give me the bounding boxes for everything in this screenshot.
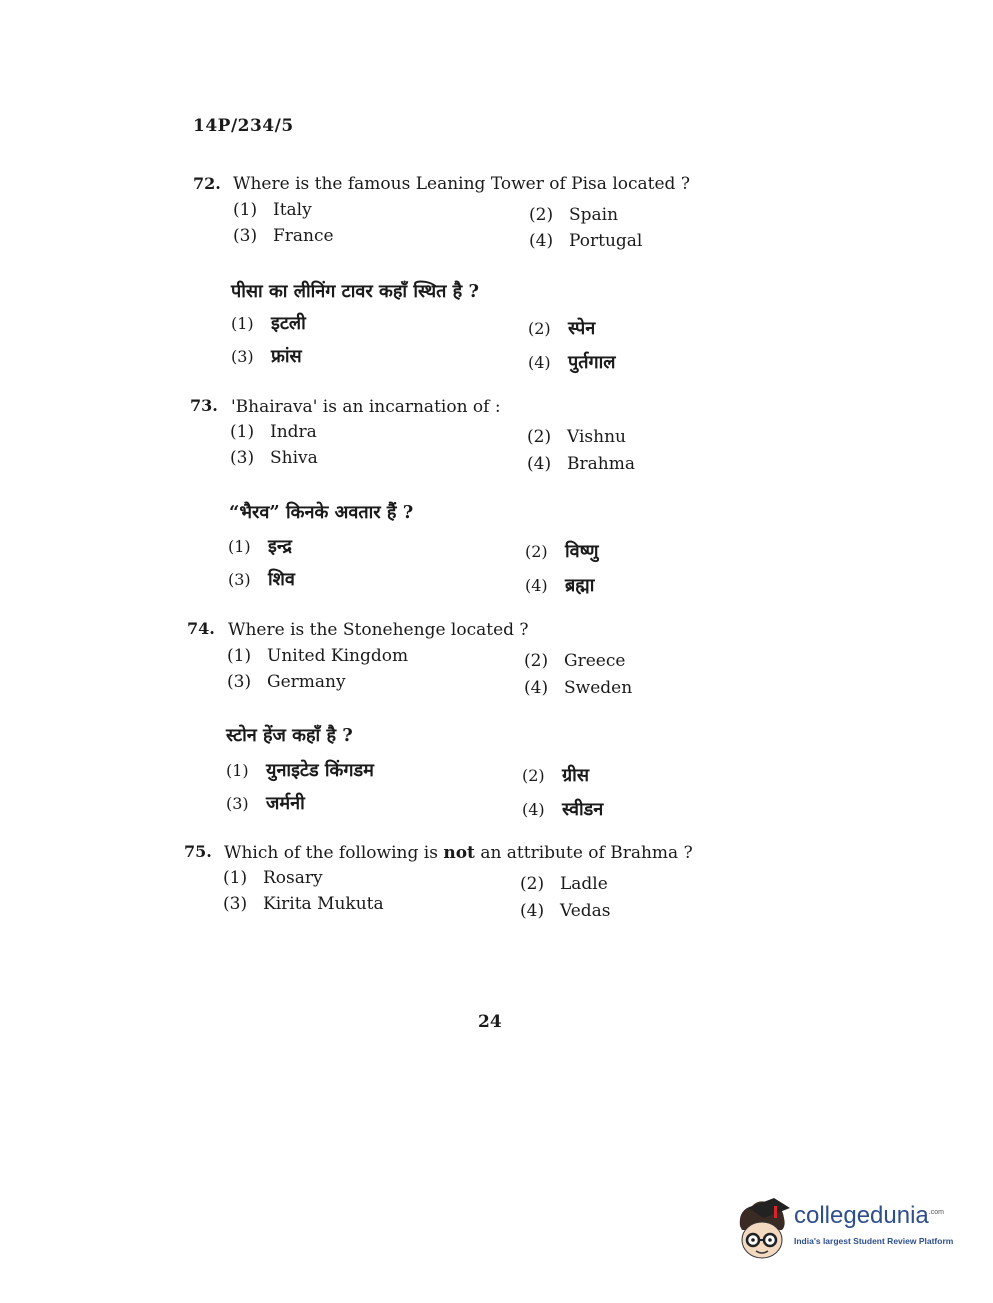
option-label: (1) bbox=[230, 422, 255, 442]
option-label: (1) bbox=[223, 868, 248, 888]
option-text: Indra bbox=[270, 422, 317, 442]
logo-tagline: India's largest Student Review Platform bbox=[794, 1236, 954, 1246]
option-label: (1) bbox=[233, 200, 258, 220]
option-text: इटली bbox=[271, 313, 306, 334]
option-label: (1) bbox=[227, 646, 252, 666]
question-text bbox=[224, 843, 693, 863]
option-2 bbox=[529, 205, 618, 225]
option-label: (3) bbox=[231, 347, 254, 366]
option-1-hindi bbox=[228, 534, 292, 558]
option-text: Greece bbox=[564, 651, 626, 671]
option-label: (3) bbox=[228, 570, 251, 589]
logo-wordmark bbox=[794, 1202, 944, 1230]
option-text: ब्रह्मा bbox=[565, 575, 595, 596]
option-3 bbox=[233, 226, 334, 246]
option-text: ग्रीस bbox=[562, 765, 589, 786]
option-3-hindi bbox=[231, 344, 302, 368]
question-text: Where is the Stonehenge located ? bbox=[228, 620, 529, 640]
option-3 bbox=[227, 672, 346, 692]
question-text-end: an attribute of Brahma ? bbox=[480, 843, 693, 863]
option-2-hindi bbox=[525, 539, 598, 563]
option-1 bbox=[227, 646, 408, 666]
option-label: (4) bbox=[528, 353, 551, 372]
option-label: (1) bbox=[226, 761, 249, 780]
option-4-hindi bbox=[528, 350, 615, 374]
paper-code: 14P/234/5 bbox=[193, 116, 294, 136]
option-4 bbox=[520, 901, 611, 921]
option-4 bbox=[524, 678, 632, 698]
option-4-hindi bbox=[522, 797, 603, 821]
option-label: (2) bbox=[525, 542, 548, 561]
option-text: Spain bbox=[569, 205, 619, 225]
question-text-hindi: पीसा का लीनिंग टावर कहाँ स्थित है ? bbox=[231, 281, 480, 302]
option-text: Kirita Mukuta bbox=[263, 894, 384, 914]
option-text: France bbox=[273, 226, 334, 246]
option-1 bbox=[233, 200, 312, 220]
option-label: (4) bbox=[527, 454, 552, 474]
option-2-hindi bbox=[528, 316, 595, 340]
option-text: Vishnu bbox=[567, 427, 626, 447]
option-4-hindi bbox=[525, 573, 594, 597]
option-label: (2) bbox=[524, 651, 549, 671]
option-text: स्पेन bbox=[568, 318, 596, 339]
option-text: Ladle bbox=[560, 874, 608, 894]
option-3-hindi bbox=[228, 567, 295, 591]
option-text: Sweden bbox=[564, 678, 633, 698]
option-text: Shiva bbox=[270, 448, 318, 468]
option-label: (3) bbox=[227, 672, 252, 692]
option-text: United Kingdom bbox=[267, 646, 409, 666]
collegedunia-logo bbox=[734, 1196, 960, 1268]
option-label: (2) bbox=[527, 427, 552, 447]
logo-suffix: .com bbox=[928, 1209, 944, 1216]
option-text: Brahma bbox=[567, 454, 635, 474]
option-2 bbox=[520, 874, 608, 894]
question-text: 'Bhairava' is an incarnation of : bbox=[231, 397, 501, 417]
option-2-hindi bbox=[522, 763, 589, 787]
option-4 bbox=[527, 454, 635, 474]
option-text: जर्मनी bbox=[266, 793, 305, 814]
option-text: स्वीडन bbox=[562, 799, 604, 820]
question-text-hindi: स्टोन हेंज कहाँ है ? bbox=[226, 725, 353, 746]
option-1 bbox=[223, 868, 323, 888]
question-text-hindi: “भैरव” किनके अवतार हैं ? bbox=[229, 502, 414, 523]
option-label: (4) bbox=[525, 576, 548, 595]
option-label: (1) bbox=[228, 537, 251, 556]
option-text: युनाइटेड किंगडम bbox=[266, 760, 374, 781]
option-text: इन्द्र bbox=[268, 536, 292, 557]
option-text: Vedas bbox=[560, 901, 611, 921]
option-label: (2) bbox=[528, 319, 551, 338]
option-label: (2) bbox=[520, 874, 545, 894]
option-text: Italy bbox=[273, 200, 312, 220]
option-2 bbox=[527, 427, 626, 447]
option-text: विष्णु bbox=[565, 541, 599, 562]
option-text: पुर्तगाल bbox=[568, 352, 616, 373]
option-3 bbox=[230, 448, 318, 468]
option-2 bbox=[524, 651, 625, 671]
option-3-hindi bbox=[226, 791, 305, 815]
option-label: (4) bbox=[520, 901, 545, 921]
option-4 bbox=[529, 231, 642, 251]
option-1-hindi bbox=[226, 758, 374, 782]
option-text: शिव bbox=[268, 569, 295, 590]
option-1-hindi bbox=[231, 311, 306, 335]
question-text-emphasis: not bbox=[443, 843, 475, 863]
question-text: Where is the famous Leaning Tower of Pisa located ? bbox=[233, 174, 690, 194]
option-label: (3) bbox=[223, 894, 248, 914]
option-text: Rosary bbox=[263, 868, 323, 888]
option-label: (3) bbox=[233, 226, 258, 246]
question-number: 72. bbox=[193, 174, 221, 193]
option-label: (2) bbox=[529, 205, 554, 225]
logo-name: collegedunia bbox=[794, 1202, 929, 1229]
question-number: 74. bbox=[187, 619, 215, 638]
option-label: (3) bbox=[230, 448, 255, 468]
option-1 bbox=[230, 422, 317, 442]
option-3 bbox=[223, 894, 384, 914]
option-label: (4) bbox=[524, 678, 549, 698]
page-number: 24 bbox=[478, 1012, 502, 1032]
question-number: 73. bbox=[190, 396, 218, 415]
option-label: (4) bbox=[522, 800, 545, 819]
mascot-icon bbox=[734, 1196, 792, 1266]
question-text-start: Which of the following is bbox=[224, 843, 438, 863]
option-label: (4) bbox=[529, 231, 554, 251]
option-label: (2) bbox=[522, 766, 545, 785]
option-label: (1) bbox=[231, 314, 254, 333]
option-text: फ्रांस bbox=[271, 346, 302, 367]
option-text: Germany bbox=[267, 672, 346, 692]
option-label: (3) bbox=[226, 794, 249, 813]
option-text: Portugal bbox=[569, 231, 643, 251]
question-number: 75. bbox=[184, 842, 212, 861]
